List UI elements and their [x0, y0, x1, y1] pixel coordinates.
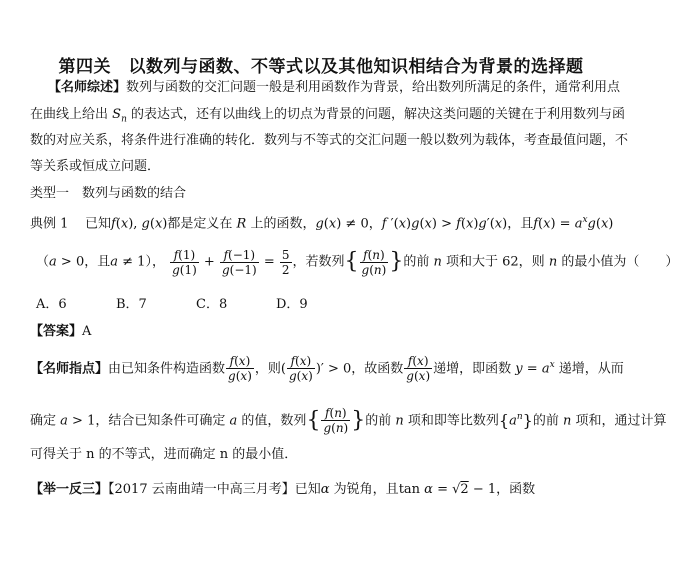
summary-line-2: 在曲线上给出 $S_n$ 的表达式，还有以曲线上的切点为背景的问题，解决这类问题的关键在于利用数列与函: [30, 107, 626, 125]
extension-source: 【2017 云南曲靖一中高三月考】: [108, 482, 295, 497]
fraction-fm1-gm1: $\frac{f(-1)}{g(-1)}$: [221, 247, 257, 277]
option-b: B．7: [116, 297, 147, 312]
hint-line-3: 可得关于 n 的不等式，进而确定 n 的最小值．: [30, 447, 298, 462]
summary-line-4: 等关系或恒成立问题．: [30, 159, 161, 174]
summary-line-1: 【名师综述】数列与函数的交汇问题一般是利用函数作为背景，给出数列所满足的条件，通常利用点: [48, 80, 621, 95]
options-row: [36, 297, 678, 313]
summary-tag: 【名师综述】: [48, 80, 127, 95]
example-line-1: 典例 1 已知f(x), g(x)都是定义在 R 上的函数，g(x) ≠ 0，f ′(x)g(x) > f(x)g′(x)，且$f(x) = a^xg(x)$: [30, 215, 614, 232]
page-title: 第四关 以数列与函数、不等式以及其他知识相结合为背景的选择题: [58, 57, 584, 77]
extension-line: 【举一反三】【2017 云南曲靖一中高三月考】已知α 为锐角，且tan α = √2 − 1，函数: [30, 482, 536, 497]
example-line-2: （a > 0，且a ≠ 1）， $\frac{f(1)}{g(1)}$ + $\frac{f(-1)}{g(-1)}$ = $\frac{5}{2}$ ，若数列{ $\frac{f(n)}{g(n)}$ }的前 n 项和大于 62，则 n 的最小值为（ ）: [36, 247, 678, 277]
hint-line-1: 【名师指点】由已知条件构造函数 $\frac{f(x)}{g(x)}$ ，则( $\frac{f(x)}{g(x)}$ )′ > 0，故函数 $\frac{f(x)}{g(x)}$ 递增，即函数 $y = a^x$ 递增，从而: [30, 354, 624, 384]
section-type-1: 类型一 数列与函数的结合: [30, 186, 187, 201]
option-a: A．6: [36, 297, 67, 312]
option-c: C．8: [196, 297, 228, 312]
summary-line-3: 数的对应关系，将条件进行准确的转化．数列与不等式的交汇问题一般以数列为载体，考查最值问题，不: [30, 133, 629, 148]
fraction-fx-gx: $\frac{f(x)}{g(x)}$: [228, 354, 252, 384]
answer-tag: 【答案】: [30, 324, 83, 339]
hint-line-2: 确定 a > 1，结合已知条件可确定 a 的值，数列{ $\frac{f(n)}{g(n)}$ }的前 n 项和即等比数列$\{a^n\}$的前 n 项和，通过计算: [30, 406, 667, 436]
fraction-f1-g1: $\frac{f(1)}{g(1)}$: [172, 247, 197, 277]
answer-value: A: [82, 324, 92, 339]
fraction-5-2: $\frac{5}{2}$: [281, 247, 290, 277]
fraction-fn-gn: $\frac{f(n)}{g(n)}$: [361, 247, 387, 277]
extension-tag: 【举一反三】: [30, 482, 109, 497]
hint-tag: 【名师指点】: [30, 361, 109, 377]
option-d: D．9: [276, 297, 308, 312]
answer-line: [30, 324, 672, 340]
